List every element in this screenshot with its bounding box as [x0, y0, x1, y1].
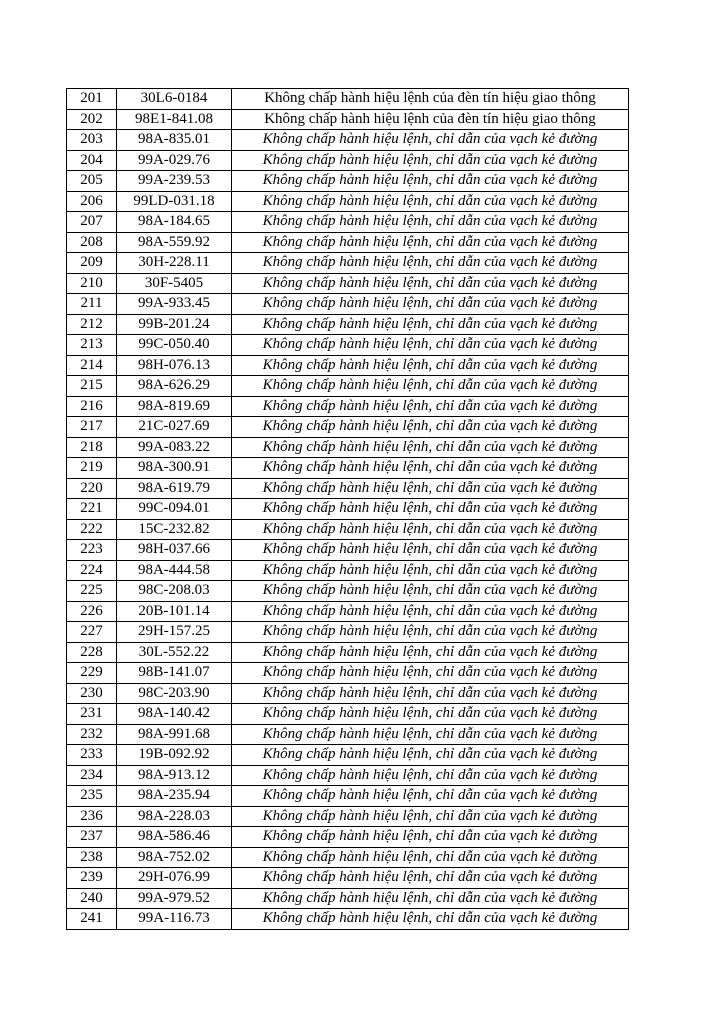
license-plate-cell: 98A-140.42	[117, 704, 232, 725]
violation-cell: Không chấp hành hiệu lệnh, chỉ dẫn của vạch kẻ đường	[232, 150, 629, 171]
row-number-cell: 212	[67, 314, 117, 335]
violation-cell: Không chấp hành hiệu lệnh, chỉ dẫn của vạch kẻ đường	[232, 273, 629, 294]
violation-cell: Không chấp hành hiệu lệnh của đèn tín hiệu giao thông	[232, 109, 629, 130]
row-number-cell: 230	[67, 683, 117, 704]
row-number-cell: 229	[67, 663, 117, 684]
row-number-cell: 233	[67, 745, 117, 766]
row-number-cell: 214	[67, 355, 117, 376]
row-number-cell: 207	[67, 212, 117, 233]
violation-cell: Không chấp hành hiệu lệnh, chỉ dẫn của vạch kẻ đường	[232, 888, 629, 909]
license-plate-cell: 99A-979.52	[117, 888, 232, 909]
table-row	[67, 642, 629, 663]
license-plate-cell: 98A-619.79	[117, 478, 232, 499]
license-plate-cell: 21C-027.69	[117, 417, 232, 438]
row-number-cell: 204	[67, 150, 117, 171]
license-plate-cell: 98A-586.46	[117, 827, 232, 848]
license-plate-cell: 30L6-0184	[117, 89, 232, 110]
license-plate-cell: 98H-076.13	[117, 355, 232, 376]
table-row	[67, 396, 629, 417]
violation-cell: Không chấp hành hiệu lệnh, chỉ dẫn của vạch kẻ đường	[232, 663, 629, 684]
license-plate-cell: 20B-101.14	[117, 601, 232, 622]
license-plate-cell: 98A-752.02	[117, 847, 232, 868]
license-plate-cell: 99A-239.53	[117, 171, 232, 192]
row-number-cell: 205	[67, 171, 117, 192]
row-number-cell: 218	[67, 437, 117, 458]
violation-cell: Không chấp hành hiệu lệnh, chỉ dẫn của vạch kẻ đường	[232, 335, 629, 356]
table-row	[67, 683, 629, 704]
table-row	[67, 704, 629, 725]
license-plate-cell: 99A-029.76	[117, 150, 232, 171]
violation-cell: Không chấp hành hiệu lệnh, chỉ dẫn của vạch kẻ đường	[232, 642, 629, 663]
violation-cell: Không chấp hành hiệu lệnh, chỉ dẫn của vạch kẻ đường	[232, 478, 629, 499]
table-row	[67, 150, 629, 171]
row-number-cell: 228	[67, 642, 117, 663]
license-plate-cell: 98A-228.03	[117, 806, 232, 827]
violation-cell: Không chấp hành hiệu lệnh, chỉ dẫn của vạch kẻ đường	[232, 909, 629, 930]
row-number-cell: 224	[67, 560, 117, 581]
row-number-cell: 234	[67, 765, 117, 786]
table-row	[67, 253, 629, 274]
table-row	[67, 335, 629, 356]
row-number-cell: 232	[67, 724, 117, 745]
license-plate-cell: 99A-083.22	[117, 437, 232, 458]
license-plate-cell: 98A-626.29	[117, 376, 232, 397]
row-number-cell: 222	[67, 519, 117, 540]
row-number-cell: 225	[67, 581, 117, 602]
license-plate-cell: 15C-232.82	[117, 519, 232, 540]
table-row	[67, 376, 629, 397]
license-plate-cell: 98A-819.69	[117, 396, 232, 417]
violation-cell: Không chấp hành hiệu lệnh, chỉ dẫn của vạch kẻ đường	[232, 868, 629, 889]
license-plate-cell: 98A-235.94	[117, 786, 232, 807]
row-number-cell: 201	[67, 89, 117, 110]
table-row	[67, 888, 629, 909]
table-row	[67, 847, 629, 868]
row-number-cell: 202	[67, 109, 117, 130]
violation-cell: Không chấp hành hiệu lệnh, chỉ dẫn của vạch kẻ đường	[232, 847, 629, 868]
violation-cell: Không chấp hành hiệu lệnh, chỉ dẫn của vạch kẻ đường	[232, 232, 629, 253]
row-number-cell: 210	[67, 273, 117, 294]
violation-cell: Không chấp hành hiệu lệnh, chỉ dẫn của vạch kẻ đường	[232, 396, 629, 417]
table-row	[67, 868, 629, 889]
row-number-cell: 226	[67, 601, 117, 622]
violation-cell: Không chấp hành hiệu lệnh, chỉ dẫn của vạch kẻ đường	[232, 458, 629, 479]
table-row	[67, 273, 629, 294]
row-number-cell: 223	[67, 540, 117, 561]
violation-cell: Không chấp hành hiệu lệnh, chỉ dẫn của vạch kẻ đường	[232, 171, 629, 192]
violation-cell: Không chấp hành hiệu lệnh, chỉ dẫn của vạch kẻ đường	[232, 765, 629, 786]
license-plate-cell: 98B-141.07	[117, 663, 232, 684]
license-plate-cell: 30F-5405	[117, 273, 232, 294]
table-row	[67, 622, 629, 643]
row-number-cell: 221	[67, 499, 117, 520]
row-number-cell: 240	[67, 888, 117, 909]
license-plate-cell: 19B-092.92	[117, 745, 232, 766]
table-row	[67, 786, 629, 807]
row-number-cell: 216	[67, 396, 117, 417]
table-row	[67, 581, 629, 602]
violation-cell: Không chấp hành hiệu lệnh, chỉ dẫn của vạch kẻ đường	[232, 417, 629, 438]
table-row	[67, 212, 629, 233]
license-plate-cell: 98A-184.65	[117, 212, 232, 233]
violation-cell: Không chấp hành hiệu lệnh, chỉ dẫn của vạch kẻ đường	[232, 622, 629, 643]
license-plate-cell: 29H-157.25	[117, 622, 232, 643]
table-row	[67, 765, 629, 786]
violation-cell: Không chấp hành hiệu lệnh, chỉ dẫn của vạch kẻ đường	[232, 191, 629, 212]
row-number-cell: 203	[67, 130, 117, 151]
table-row	[67, 191, 629, 212]
table-row	[67, 458, 629, 479]
row-number-cell: 209	[67, 253, 117, 274]
license-plate-cell: 99C-094.01	[117, 499, 232, 520]
violation-cell: Không chấp hành hiệu lệnh, chỉ dẫn của vạch kẻ đường	[232, 683, 629, 704]
table-row	[67, 806, 629, 827]
row-number-cell: 235	[67, 786, 117, 807]
row-number-cell: 227	[67, 622, 117, 643]
license-plate-cell: 99C-050.40	[117, 335, 232, 356]
license-plate-cell: 99A-933.45	[117, 294, 232, 315]
license-plate-cell: 98C-203.90	[117, 683, 232, 704]
license-plate-cell: 98A-835.01	[117, 130, 232, 151]
table-row	[67, 540, 629, 561]
table-row	[67, 663, 629, 684]
table-row	[67, 417, 629, 438]
violation-cell: Không chấp hành hiệu lệnh, chỉ dẫn của vạch kẻ đường	[232, 253, 629, 274]
row-number-cell: 208	[67, 232, 117, 253]
table-row	[67, 89, 629, 110]
violation-cell: Không chấp hành hiệu lệnh, chỉ dẫn của vạch kẻ đường	[232, 601, 629, 622]
table-row	[67, 478, 629, 499]
license-plate-cell: 98C-208.03	[117, 581, 232, 602]
row-number-cell: 239	[67, 868, 117, 889]
row-number-cell: 211	[67, 294, 117, 315]
license-plate-cell: 99LD-031.18	[117, 191, 232, 212]
table-row	[67, 827, 629, 848]
violation-cell: Không chấp hành hiệu lệnh, chỉ dẫn của vạch kẻ đường	[232, 745, 629, 766]
violation-cell: Không chấp hành hiệu lệnh, chỉ dẫn của vạch kẻ đường	[232, 704, 629, 725]
license-plate-cell: 98A-991.68	[117, 724, 232, 745]
violation-cell: Không chấp hành hiệu lệnh, chỉ dẫn của vạch kẻ đường	[232, 294, 629, 315]
violation-cell: Không chấp hành hiệu lệnh, chỉ dẫn của vạch kẻ đường	[232, 314, 629, 335]
row-number-cell: 220	[67, 478, 117, 499]
violation-cell: Không chấp hành hiệu lệnh của đèn tín hiệu giao thông	[232, 89, 629, 110]
table-row	[67, 724, 629, 745]
row-number-cell: 237	[67, 827, 117, 848]
violation-cell: Không chấp hành hiệu lệnh, chỉ dẫn của vạch kẻ đường	[232, 437, 629, 458]
violation-cell: Không chấp hành hiệu lệnh, chỉ dẫn của vạch kẻ đường	[232, 806, 629, 827]
violation-cell: Không chấp hành hiệu lệnh, chỉ dẫn của vạch kẻ đường	[232, 827, 629, 848]
violation-cell: Không chấp hành hiệu lệnh, chỉ dẫn của vạch kẻ đường	[232, 499, 629, 520]
table-row	[67, 601, 629, 622]
license-plate-cell: 98A-300.91	[117, 458, 232, 479]
table-row	[67, 130, 629, 151]
violation-cell: Không chấp hành hiệu lệnh, chỉ dẫn của vạch kẻ đường	[232, 519, 629, 540]
violation-cell: Không chấp hành hiệu lệnh, chỉ dẫn của vạch kẻ đường	[232, 786, 629, 807]
license-plate-cell: 29H-076.99	[117, 868, 232, 889]
row-number-cell: 236	[67, 806, 117, 827]
table-row	[67, 314, 629, 335]
violation-cell: Không chấp hành hiệu lệnh, chỉ dẫn của vạch kẻ đường	[232, 724, 629, 745]
violation-cell: Không chấp hành hiệu lệnh, chỉ dẫn của vạch kẻ đường	[232, 376, 629, 397]
license-plate-cell: 30H-228.11	[117, 253, 232, 274]
table-row	[67, 109, 629, 130]
row-number-cell: 231	[67, 704, 117, 725]
table-row	[67, 232, 629, 253]
table-row	[67, 499, 629, 520]
violation-cell: Không chấp hành hiệu lệnh, chỉ dẫn của vạch kẻ đường	[232, 581, 629, 602]
table-row	[67, 437, 629, 458]
license-plate-cell: 98H-037.66	[117, 540, 232, 561]
table-row	[67, 171, 629, 192]
license-plate-cell: 98A-559.92	[117, 232, 232, 253]
row-number-cell: 219	[67, 458, 117, 479]
license-plate-cell: 98A-913.12	[117, 765, 232, 786]
violation-cell: Không chấp hành hiệu lệnh, chỉ dẫn của vạch kẻ đường	[232, 540, 629, 561]
violation-cell: Không chấp hành hiệu lệnh, chỉ dẫn của vạch kẻ đường	[232, 212, 629, 233]
violation-cell: Không chấp hành hiệu lệnh, chỉ dẫn của vạch kẻ đường	[232, 355, 629, 376]
table-row	[67, 519, 629, 540]
row-number-cell: 241	[67, 909, 117, 930]
row-number-cell: 215	[67, 376, 117, 397]
row-number-cell: 206	[67, 191, 117, 212]
row-number-cell: 238	[67, 847, 117, 868]
table-row	[67, 745, 629, 766]
license-plate-cell: 98E1-841.08	[117, 109, 232, 130]
license-plate-cell: 99A-116.73	[117, 909, 232, 930]
table-row	[67, 355, 629, 376]
table-body	[67, 89, 629, 930]
violations-table	[66, 88, 629, 930]
table-row	[67, 560, 629, 581]
license-plate-cell: 99B-201.24	[117, 314, 232, 335]
table-row	[67, 909, 629, 930]
row-number-cell: 213	[67, 335, 117, 356]
license-plate-cell: 30L-552.22	[117, 642, 232, 663]
row-number-cell: 217	[67, 417, 117, 438]
violation-cell: Không chấp hành hiệu lệnh, chỉ dẫn của vạch kẻ đường	[232, 130, 629, 151]
table-row	[67, 294, 629, 315]
violation-cell: Không chấp hành hiệu lệnh, chỉ dẫn của vạch kẻ đường	[232, 560, 629, 581]
license-plate-cell: 98A-444.58	[117, 560, 232, 581]
